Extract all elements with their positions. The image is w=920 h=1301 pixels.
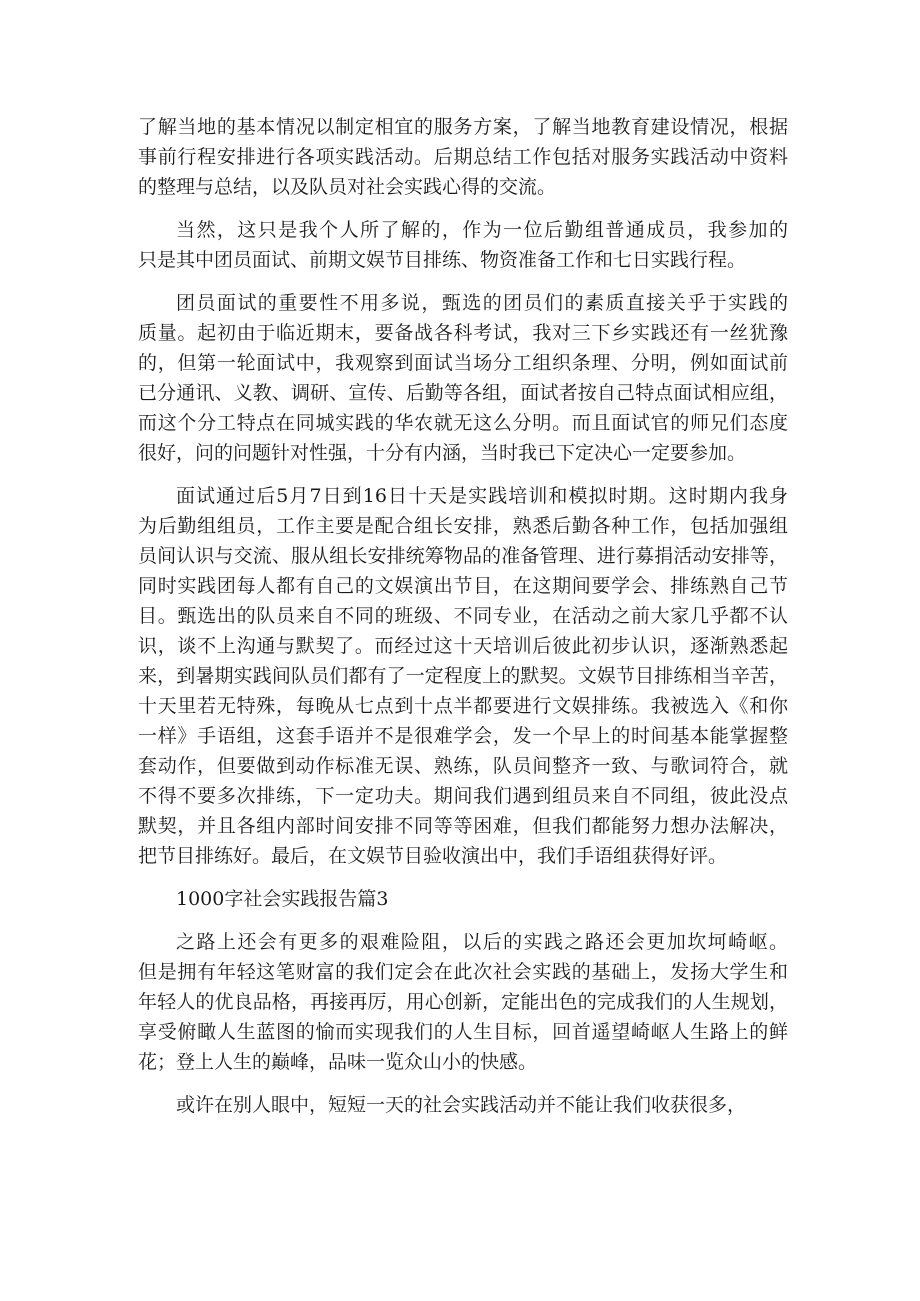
text-line: 套动作，但要做到动作标准无误、熟练，队员间整齐一致、与歌词符合，就 [138,755,788,777]
text-line: 之路上还会有更多的艰难险阻，以后的实践之路还会更加坎坷崎岖。 [176,931,788,953]
section-heading [138,884,788,914]
text-line: 质量。起初由于临近期末，要备战各科考试，我对三下乡实践还有一丝犹豫 [138,322,788,344]
text-line: 目。甄选出的队员来自不同的班级、不同专业，在活动之前大家几乎都不认 [138,605,788,627]
text-line: 花；登上人生的巅峰，品味一览众山小的快感。 [138,1051,538,1073]
text-line: 团员面试的重要性不用多说，甄选的团员们的素质直接关乎于实践的 [176,292,788,314]
text-line: 的，但第一轮面试中，我观察到面试当场分工组织条理、分明，例如面试前 [138,352,788,374]
document-page [138,112,788,1120]
paragraph [138,1090,788,1120]
text-line: 一样》手语组，这套手语并不是很难学会，发一个早上的时间基本能掌握整 [138,725,788,747]
paragraph [138,481,788,871]
text-line: 了解当地的基本情况以制定相宜的服务方案，了解当地教育建设情况，根据 [138,116,788,138]
text-line: 员间认识与交流、服从组长安排统筹物品的准备管理、进行募捐活动安排等， [138,545,788,567]
text-line: 的整理与总结，以及队员对社会实践心得的交流。 [138,176,557,198]
text-line: 当然，这只是我个人所了解的，作为一位后勤组普通成员，我参加的 [176,219,788,241]
paragraph [138,288,788,468]
text-line: 面试通过后5月7日到16日十天是实践培训和模拟时期。这时期内我身 [176,485,788,507]
text-line: 默契，并且各组内部时间安排不同等等困难，但我们都能努力想办法解决， [138,815,788,837]
text-line: 不得不要多次排练，下一定功夫。期间我们遇到组员来自不同组，彼此没点 [138,785,788,807]
paragraph [138,927,788,1077]
text-line: 或许在别人眼中，短短一天的社会实践活动并不能让我们收获很多， [176,1094,747,1116]
text-line: 十天里若无特殊，每晚从七点到十点半都要进行文娱排练。我被选入《和你 [138,695,788,717]
text-line: 享受俯瞰人生蓝图的愉而实现我们的人生目标，回首遥望崎岖人生路上的鲜 [138,1021,788,1043]
section-heading-text: 1000字社会实践报告篇3 [176,888,389,910]
text-line: 同时实践团每人都有自己的文娱演出节目，在这期间要学会、排练熟自己节 [138,575,788,597]
text-line: 为后勤组组员，工作主要是配合组长安排，熟悉后勤各种工作，包括加强组 [138,515,788,537]
text-line: 事前行程安排进行各项实践活动。后期总结工作包括对服务实践活动中资料 [138,146,788,168]
paragraph [138,215,788,275]
text-line: 识，谈不上沟通与默契了。而经过这十天培训后彼此初步认识，逐渐熟悉起 [138,635,788,657]
text-line: 年轻人的优良品格，再接再厉，用心创新，定能出色的完成我们的人生规划， [138,991,788,1013]
text-line: 很好，问的问题针对性强，十分有内涵，当时我已下定决心一定要参加。 [138,442,747,464]
text-line: 但是拥有年轻这笔财富的我们定会在此次社会实践的基础上，发扬大学生和 [138,961,788,983]
paragraph [138,112,788,202]
text-line: 只是其中团员面试、前期文娱节目排练、物资准备工作和七日实践行程。 [138,249,747,271]
text-line: 把节目排练好。最后，在文娱节目验收演出中，我们手语组获得好评。 [138,845,728,867]
text-line: 来，到暑期实践间队员们都有了一定程度上的默契。文娱节目排练相当辛苦， [138,665,788,687]
text-line: 已分通讯、义教、调研、宣传、后勤等各组，面试者按自己特点面试相应组， [138,382,788,404]
text-line: 而这个分工特点在同城实践的华农就无这么分明。而且面试官的师兄们态度 [138,412,788,434]
